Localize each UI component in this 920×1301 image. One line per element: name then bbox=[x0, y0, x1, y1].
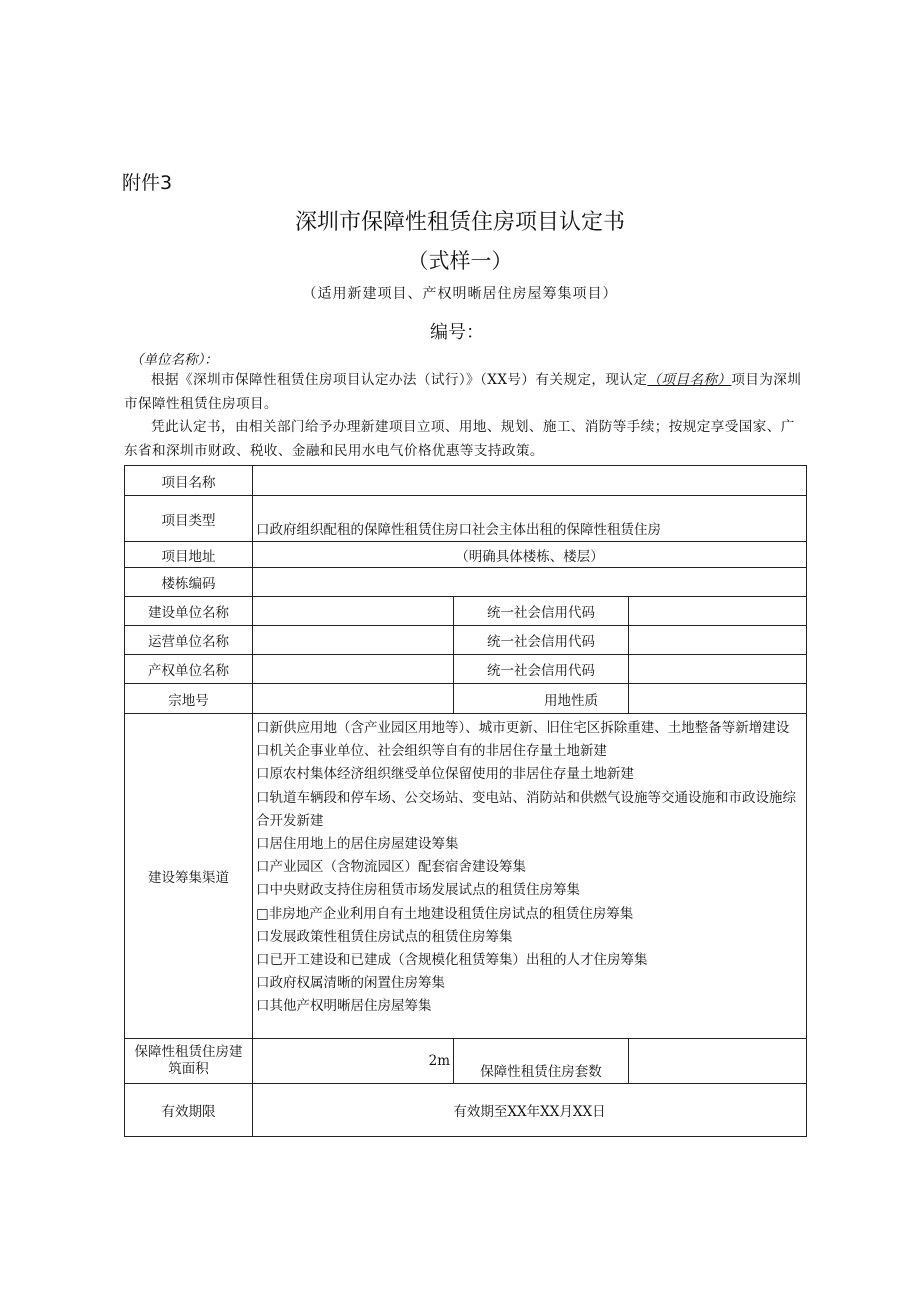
channel-option[interactable]: 口其他产权明晰居住房屋筹集 bbox=[256, 998, 432, 1015]
building-code-field[interactable] bbox=[253, 568, 807, 597]
channel-option[interactable]: □非房地产企业利用自有土地建设租赁住房试点的租赁住房筹集 bbox=[256, 905, 634, 922]
land-use-label: 用地性质 bbox=[454, 684, 629, 714]
table-row bbox=[125, 466, 807, 496]
paragraph-procedures bbox=[124, 415, 807, 463]
builder-label: 建设单位名称 bbox=[125, 597, 253, 626]
units-field[interactable] bbox=[629, 1039, 807, 1084]
table-row bbox=[125, 496, 807, 542]
channel-option[interactable]: 口居住用地上的居住房屋建设筹集 bbox=[256, 836, 459, 853]
channel-option[interactable]: 口发展政策性租赁住房试点的租赁住房筹集 bbox=[256, 928, 513, 945]
owner-credit-code-field[interactable] bbox=[629, 655, 807, 684]
table-row bbox=[125, 568, 807, 597]
addressee: （单位名称）： bbox=[130, 352, 218, 368]
channel-option[interactable]: 口轨道车辆段和停车场、公交场站、变电站、消防站和供燃气设施等交通设施和市政设施综合开发新建 bbox=[256, 789, 796, 829]
builder-credit-code-field[interactable] bbox=[629, 597, 807, 626]
serial-number-label: 编号： bbox=[430, 322, 484, 343]
scope-note: （适用新建项目、产权明晰居住房屋筹集项目） bbox=[302, 286, 618, 302]
validity-label: 有效期限 bbox=[125, 1084, 253, 1137]
channel-label: 建设筹集渠道 bbox=[125, 714, 253, 1039]
units-label: 保障性租赁住房套数 bbox=[454, 1039, 629, 1084]
area-field[interactable]: 2m bbox=[253, 1039, 454, 1084]
table-row bbox=[125, 655, 807, 684]
project-type-options[interactable]: 口政府组织配租的保障性租赁住房口社会主体出租的保障性租赁住房 bbox=[253, 496, 807, 542]
project-address-field[interactable]: （明确具体楼栋、楼层） bbox=[253, 542, 807, 568]
attachment-label: 附件3 bbox=[122, 172, 173, 194]
channel-option[interactable]: 口原农村集体经济组织继受单位保留使用的非居住存量土地新建 bbox=[256, 766, 634, 783]
paragraph-recognition-start: 根据《深圳市保障性租赁住房项目认定办法（试行）》（XX号）有关规定，现认定 bbox=[151, 372, 648, 388]
certificate-table bbox=[124, 465, 807, 1137]
project-name-field[interactable] bbox=[253, 466, 807, 496]
operator-field[interactable] bbox=[253, 626, 454, 655]
table-row bbox=[125, 597, 807, 626]
area-label: 保障性租赁住房建筑面积 bbox=[125, 1039, 253, 1084]
channel-options bbox=[253, 714, 807, 1039]
building-code-label: 楼栋编码 bbox=[125, 568, 253, 597]
builder-field[interactable] bbox=[253, 597, 454, 626]
credit-code-label: 统一社会信用代码 bbox=[454, 597, 629, 626]
table-row bbox=[125, 684, 807, 714]
paragraph-recognition-end: 项目为深圳市保障性租赁住房项目。 bbox=[124, 372, 802, 412]
operator-label: 运营单位名称 bbox=[125, 626, 253, 655]
table-row bbox=[125, 714, 807, 1039]
land-use-field[interactable] bbox=[629, 684, 807, 714]
table-row bbox=[125, 1039, 807, 1084]
project-name-label: 项目名称 bbox=[125, 466, 253, 496]
project-name-placeholder: （项目名称） bbox=[647, 372, 732, 388]
credit-code-label: 统一社会信用代码 bbox=[454, 626, 629, 655]
channel-option[interactable]: 口已开工建设和已建成（含规模化租赁筹集）出租的人才住房筹集 bbox=[256, 952, 648, 969]
channel-option[interactable]: 口中央财政支持住房租赁市场发展试点的租赁住房筹集 bbox=[256, 882, 580, 899]
owner-field[interactable] bbox=[253, 655, 454, 684]
channel-option[interactable]: 口政府权属清晰的闲置住房筹集 bbox=[256, 975, 445, 992]
document-title: 深圳市保障性租赁住房项目认定书 bbox=[294, 210, 625, 235]
table-row bbox=[125, 1084, 807, 1137]
parcel-number-label: 宗地号 bbox=[125, 684, 253, 714]
channel-option[interactable]: 口新供应用地（含产业园区用地等）、城市更新、旧住宅区拆除重建、土地整备等新增建设 bbox=[256, 720, 790, 736]
paragraph-recognition bbox=[124, 368, 807, 416]
channel-option[interactable]: 口机关企事业单位、社会组织等自有的非居住存量土地新建 bbox=[256, 743, 607, 760]
operator-credit-code-field[interactable] bbox=[629, 626, 807, 655]
parcel-number-field[interactable] bbox=[253, 684, 454, 714]
project-type-label: 项目类型 bbox=[125, 496, 253, 542]
document-subtitle: （式样一） bbox=[407, 249, 513, 273]
validity-value: 有效期至XX年XX月XX日 bbox=[253, 1084, 807, 1137]
paragraph-procedures-text: 凭此认定书，由相关部门给予办理新建项目立项、用地、规划、施工、消防等手续；按规定享受国家、广东省和深圳市财政、税收、金融和民用水电气价格优惠等支持政策。 bbox=[124, 419, 795, 459]
credit-code-label: 统一社会信用代码 bbox=[454, 655, 629, 684]
project-address-label: 项目地址 bbox=[125, 542, 253, 568]
owner-label: 产权单位名称 bbox=[125, 655, 253, 684]
table-row bbox=[125, 626, 807, 655]
channel-option[interactable]: 口产业园区（含物流园区）配套宿舍建设筹集 bbox=[256, 859, 526, 876]
table-row bbox=[125, 542, 807, 568]
